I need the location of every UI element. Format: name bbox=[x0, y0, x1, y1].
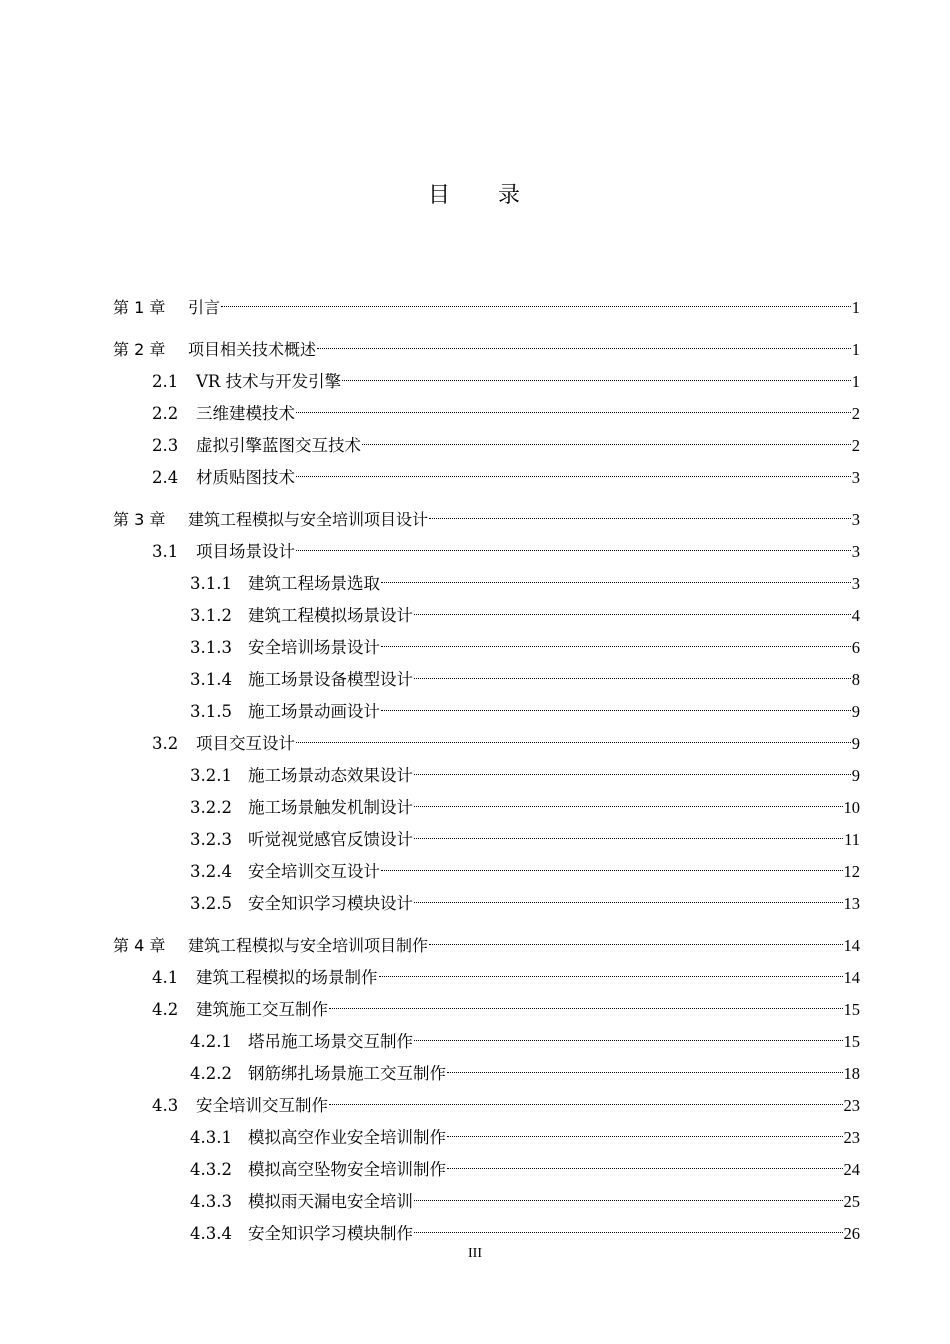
toc-dot-leader bbox=[381, 851, 843, 877]
toc-entry-title: 钢筋绑扎场景施工交互制作 bbox=[248, 1064, 446, 1083]
toc-dot-leader bbox=[381, 691, 851, 717]
toc-entry-title: 施工场景触发机制设计 bbox=[248, 798, 413, 817]
toc-entry-page-number: 15 bbox=[843, 1032, 860, 1051]
toc-entry-page-number: 9 bbox=[851, 702, 860, 721]
toc-entry-title: 建筑工程场景选取 bbox=[248, 574, 380, 593]
toc-entry-number: 3.1.4 bbox=[190, 670, 232, 689]
toc-entry-page-number: 26 bbox=[843, 1224, 860, 1243]
toc-entry-page-number: 9 bbox=[851, 734, 860, 753]
toc-entry-title: 模拟高空作业安全培训制作 bbox=[248, 1128, 446, 1147]
toc-entry-number: 3.2.2 bbox=[190, 798, 232, 817]
toc-entry-number: 第 3 章 bbox=[113, 510, 166, 529]
toc-entry-title: 施工场景动态效果设计 bbox=[248, 766, 413, 785]
toc-title-char-1: 目 bbox=[427, 183, 452, 208]
toc-dot-leader bbox=[381, 627, 851, 653]
toc-entry[interactable] bbox=[190, 563, 860, 593]
toc-dot-leader bbox=[447, 1053, 843, 1079]
toc-entry-title: VR 技术与开发引擎 bbox=[196, 372, 342, 391]
toc-entry-page-number: 14 bbox=[843, 968, 860, 987]
toc-entry-number: 3.1.1 bbox=[190, 574, 232, 593]
toc-entry-page-number: 18 bbox=[843, 1064, 860, 1083]
toc-entry[interactable] bbox=[152, 957, 860, 987]
toc-entry-title: 建筑工程模拟与安全培训项目设计 bbox=[188, 510, 429, 529]
toc-entry-title: 建筑工程模拟的场景制作 bbox=[196, 968, 378, 987]
toc-entry[interactable] bbox=[113, 499, 860, 529]
toc-entry[interactable] bbox=[152, 393, 860, 423]
toc-entry-number: 3.1.5 bbox=[190, 702, 232, 721]
toc-entry-number: 3.2 bbox=[152, 734, 179, 753]
toc-dot-leader bbox=[296, 457, 851, 483]
toc-entry-page-number: 3 bbox=[851, 510, 860, 529]
toc-entry-title: 项目相关技术概述 bbox=[188, 340, 317, 359]
toc-entry-title: 施工场景设备模型设计 bbox=[248, 670, 413, 689]
toc-entry-title: 建筑工程模拟场景设计 bbox=[248, 606, 413, 625]
toc-entry-title: 引言 bbox=[188, 298, 221, 317]
toc-entry-title: 安全知识学习模块制作 bbox=[248, 1224, 413, 1243]
toc-entry-page-number: 3 bbox=[851, 574, 860, 593]
toc-entry-page-number: 2 bbox=[851, 404, 860, 423]
toc-entry-number: 2.1 bbox=[152, 372, 179, 391]
toc-entry-number: 4.3 bbox=[152, 1096, 179, 1115]
toc-dot-leader bbox=[296, 531, 851, 557]
toc-entry-title: 安全培训场景设计 bbox=[248, 638, 380, 657]
toc-entry[interactable] bbox=[190, 883, 860, 913]
toc-dot-leader bbox=[429, 925, 842, 951]
toc-entry-page-number: 2 bbox=[851, 436, 860, 455]
toc-entry-title: 建筑工程模拟与安全培训项目制作 bbox=[188, 936, 429, 955]
toc-dot-leader bbox=[221, 287, 851, 313]
toc-entry[interactable] bbox=[190, 1053, 860, 1083]
toc-entry[interactable] bbox=[113, 287, 860, 317]
toc-entry-number: 第 2 章 bbox=[113, 340, 166, 359]
toc-entry[interactable] bbox=[190, 755, 860, 785]
toc-entry-page-number: 9 bbox=[851, 766, 860, 785]
toc-entry[interactable] bbox=[190, 819, 860, 849]
toc-entry[interactable] bbox=[190, 787, 860, 817]
toc-entry[interactable] bbox=[190, 659, 860, 689]
toc-entry-title: 施工场景动画设计 bbox=[248, 702, 380, 721]
toc-entry[interactable] bbox=[190, 627, 860, 657]
toc-entry-number: 4.3.1 bbox=[190, 1128, 232, 1147]
toc-dot-leader bbox=[379, 957, 843, 983]
toc-entry-page-number: 11 bbox=[844, 830, 860, 849]
toc-title-char-2: 录 bbox=[498, 183, 523, 208]
toc-entry-number: 3.1.3 bbox=[190, 638, 232, 657]
toc-title bbox=[0, 178, 950, 209]
toc-entry[interactable] bbox=[190, 691, 860, 721]
toc-dot-leader bbox=[414, 819, 843, 845]
toc-entry-page-number: 14 bbox=[843, 936, 860, 955]
toc-entry-number: 3.1 bbox=[152, 542, 179, 561]
toc-dot-leader bbox=[296, 723, 851, 749]
toc-entry-title: 三维建模技术 bbox=[196, 404, 295, 423]
toc-entry-title: 模拟高空坠物安全培训制作 bbox=[248, 1160, 446, 1179]
toc-entry-page-number: 12 bbox=[843, 862, 860, 881]
toc-entry-number: 4.2 bbox=[152, 1000, 179, 1019]
toc-entry-number: 2.3 bbox=[152, 436, 179, 455]
toc-entry-title: 建筑施工交互制作 bbox=[196, 1000, 328, 1019]
toc-entry[interactable] bbox=[190, 1149, 860, 1179]
toc-dot-leader bbox=[429, 499, 851, 525]
toc-entry-page-number: 8 bbox=[851, 670, 860, 689]
toc-dot-leader bbox=[342, 361, 851, 387]
toc-entry-page-number: 15 bbox=[843, 1000, 860, 1019]
toc-entry-page-number: 23 bbox=[843, 1128, 860, 1147]
toc-entry-number: 4.3.2 bbox=[190, 1160, 232, 1179]
toc-entry-number: 4.3.4 bbox=[190, 1224, 232, 1243]
toc-entry-title: 模拟雨天漏电安全培训 bbox=[248, 1192, 413, 1211]
toc-entry-title: 塔吊施工场景交互制作 bbox=[248, 1032, 413, 1051]
toc-entry[interactable] bbox=[190, 1021, 860, 1051]
toc-entry[interactable] bbox=[190, 1117, 860, 1147]
toc-dot-leader bbox=[414, 595, 851, 621]
toc-entry-page-number: 1 bbox=[851, 340, 860, 359]
toc-entry-title: 听觉视觉感官反馈设计 bbox=[248, 830, 413, 849]
toc-entry-number: 3.2.5 bbox=[190, 894, 232, 913]
page-number-footer: III bbox=[468, 1246, 482, 1261]
toc-entry[interactable] bbox=[152, 361, 860, 391]
toc-entry[interactable] bbox=[190, 851, 860, 881]
toc-entry[interactable] bbox=[190, 1213, 860, 1243]
toc-dot-leader bbox=[414, 1021, 843, 1047]
toc-entry-number: 3.2.3 bbox=[190, 830, 232, 849]
toc-entry-number: 4.3.3 bbox=[190, 1192, 232, 1211]
toc-entry[interactable] bbox=[152, 457, 860, 487]
toc-entry-number: 3.1.2 bbox=[190, 606, 232, 625]
toc-entry[interactable] bbox=[113, 329, 860, 359]
toc-entry-page-number: 23 bbox=[843, 1096, 860, 1115]
toc-entry-title: 安全培训交互制作 bbox=[196, 1096, 328, 1115]
toc-entry-page-number: 25 bbox=[843, 1192, 860, 1211]
toc-entry-title: 项目交互设计 bbox=[196, 734, 295, 753]
toc-dot-leader bbox=[362, 425, 851, 451]
toc-entry[interactable] bbox=[152, 531, 860, 561]
toc-dot-leader bbox=[414, 755, 851, 781]
toc-entry-number: 4.2.1 bbox=[190, 1032, 232, 1051]
toc-entry-number: 3.2.1 bbox=[190, 766, 232, 785]
toc-entry[interactable] bbox=[190, 1181, 860, 1211]
toc-dot-leader bbox=[447, 1117, 843, 1143]
toc-entry-title: 项目场景设计 bbox=[196, 542, 295, 561]
toc-entry[interactable] bbox=[152, 425, 860, 455]
toc-entry-page-number: 10 bbox=[843, 798, 860, 817]
toc-entry[interactable] bbox=[190, 595, 860, 625]
toc-entry-title: 虚拟引擎蓝图交互技术 bbox=[196, 436, 361, 455]
toc-entry[interactable] bbox=[152, 989, 860, 1019]
toc-entry-page-number: 1 bbox=[851, 372, 860, 391]
toc-entry[interactable] bbox=[113, 925, 860, 955]
toc-entry-number: 第 4 章 bbox=[113, 936, 166, 955]
toc-entry-title: 材质贴图技术 bbox=[196, 468, 295, 487]
toc-entry-title: 安全培训交互设计 bbox=[248, 862, 380, 881]
toc-dot-leader bbox=[414, 883, 843, 909]
toc-entry-number: 2.2 bbox=[152, 404, 179, 423]
toc-entry-number: 3.2.4 bbox=[190, 862, 232, 881]
toc-dot-leader bbox=[381, 563, 851, 589]
toc-entry-number: 第 1 章 bbox=[113, 298, 166, 317]
toc-entry-page-number: 3 bbox=[851, 468, 860, 487]
toc-dot-leader bbox=[317, 329, 851, 355]
toc-entry-page-number: 3 bbox=[851, 542, 860, 561]
toc-dot-leader bbox=[414, 1181, 843, 1207]
toc-entry-page-number: 6 bbox=[851, 638, 860, 657]
toc-entry-title: 安全知识学习模块设计 bbox=[248, 894, 413, 913]
toc-entry-page-number: 4 bbox=[851, 606, 860, 625]
toc-entry-page-number: 13 bbox=[843, 894, 860, 913]
toc-dot-leader bbox=[329, 1085, 843, 1111]
toc-dot-leader bbox=[414, 659, 851, 685]
toc-dot-leader bbox=[414, 1213, 843, 1239]
toc-entry-number: 2.4 bbox=[152, 468, 179, 487]
toc-entry-page-number: 24 bbox=[843, 1160, 860, 1179]
toc-dot-leader bbox=[296, 393, 851, 419]
toc-dot-leader bbox=[447, 1149, 843, 1175]
toc-entry-number: 4.2.2 bbox=[190, 1064, 232, 1083]
toc-entry-number: 4.1 bbox=[152, 968, 179, 987]
toc-entry[interactable] bbox=[152, 723, 860, 753]
toc-dot-leader bbox=[329, 989, 843, 1015]
toc-entry[interactable] bbox=[152, 1085, 860, 1115]
toc-entry-page-number: 1 bbox=[851, 298, 860, 317]
toc-dot-leader bbox=[414, 787, 843, 813]
